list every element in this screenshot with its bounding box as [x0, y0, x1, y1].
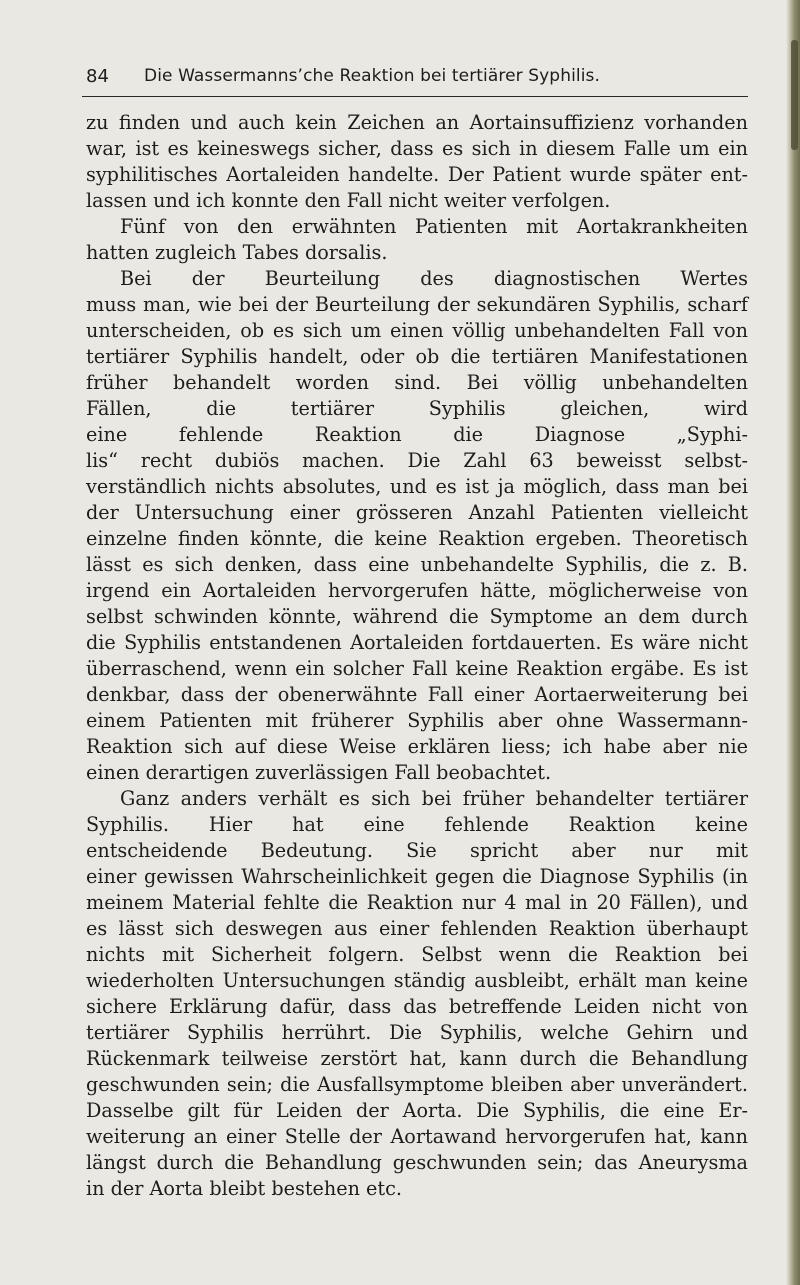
text-line: irgend ein Aortaleiden hervorgerufen hätte, möglicherweise von [86, 579, 748, 602]
page-header [86, 62, 746, 92]
text-line: tertiärer Syphilis herrührt. Die Syphilis, welche Gehirn und [86, 1021, 748, 1044]
text-line: Fällen, die tertiärer Syphilis gleichen, wird [86, 397, 748, 420]
text-line: weiterung an einer Stelle der Aortawand hervorgerufen hat, kann [86, 1125, 748, 1148]
text-line: selbst schwinden könnte, während die Symptome an dem durch [86, 605, 748, 628]
text-line: sichere Erklärung dafür, dass das betreffende Leiden nicht von [86, 995, 748, 1018]
page-edge-shadow [786, 0, 800, 1285]
text-line: lässt es sich denken, dass eine unbehandelte Syphilis, die z. B. [86, 553, 748, 576]
text-line: wiederholten Untersuchungen ständig ausbleibt, erhält man keine [86, 969, 748, 992]
page-number: 84 [86, 66, 109, 87]
text-line: hatten zugleich Tabes dorsalis. [86, 241, 388, 264]
header-rule [82, 96, 748, 97]
text-line: Fünf von den erwähnten Patienten mit Aortakrankheiten [120, 215, 748, 238]
text-line: lis“ recht dubiös machen. Die Zahl 63 beweisst selbst- [86, 449, 748, 472]
text-line: einem Patienten mit früherer Syphilis aber ohne Wassermann- [86, 709, 748, 732]
text-line: einen derartigen zuverlässigen Fall beobachtet. [86, 761, 552, 784]
text-line: Rückenmark teilweise zerstört hat, kann durch die Behandlung [86, 1047, 748, 1070]
text-line: lassen und ich konnte den Fall nicht weiter verfolgen. [86, 189, 611, 212]
text-line: Bei der Beurteilung des diagnostischen Wertes [120, 267, 748, 290]
text-line: geschwunden sein; die Ausfallsymptome bleiben aber unverändert. [86, 1073, 748, 1096]
text-line: war, ist es keineswegs sicher, dass es sich in diesem Falle um ein [86, 137, 748, 160]
text-line: eine fehlende Reaktion die Diagnose „Syphi- [86, 423, 748, 446]
running-head: Die Wassermanns’che Reaktion bei tertiärer Syphilis. [144, 66, 600, 86]
binding-mark [791, 40, 798, 150]
text-line: nichts mit Sicherheit folgern. Selbst wenn die Reaktion bei [86, 943, 748, 966]
text-line: die Syphilis entstandenen Aortaleiden fortdauerten. Es wäre nicht [86, 631, 748, 654]
body-text [86, 110, 748, 1202]
text-line: in der Aorta bleibt bestehen etc. [86, 1177, 402, 1200]
text-line: meinem Material fehlte die Reaktion nur 4 mal in 20 Fällen), und [86, 891, 748, 914]
text-line: muss man, wie bei der Beurteilung der sekundären Syphilis, scharf [86, 293, 748, 316]
text-line: einzelne finden könnte, die keine Reaktion ergeben. Theoretisch [86, 527, 748, 550]
text-line: syphilitisches Aortaleiden handelte. Der Patient wurde später ent- [86, 163, 748, 186]
text-line: tertiärer Syphilis handelt, oder ob die tertiären Manifestationen [86, 345, 748, 368]
text-line: verständlich nichts absolutes, und es ist ja möglich, dass man bei [86, 475, 748, 498]
text-line: der Untersuchung einer grösseren Anzahl Patienten vielleicht [86, 501, 748, 524]
text-line: früher behandelt worden sind. Bei völlig unbehandelten [86, 371, 748, 394]
text-line: denkbar, dass der obenerwähnte Fall einer Aortaerweiterung bei [86, 683, 748, 706]
text-line: Reaktion sich auf diese Weise erklären liess; ich habe aber nie [86, 735, 748, 758]
text-line: Dasselbe gilt für Leiden der Aorta. Die Syphilis, die eine Er- [86, 1099, 748, 1122]
text-line: überraschend, wenn ein solcher Fall keine Reaktion ergäbe. Es ist [86, 657, 748, 680]
text-line: längst durch die Behandlung geschwunden sein; das Aneurysma [86, 1151, 748, 1174]
text-line: unterscheiden, ob es sich um einen völlig unbehandelten Fall von [86, 319, 748, 342]
text-line: Syphilis. Hier hat eine fehlende Reaktion keine [86, 813, 748, 836]
text-line: zu finden und auch kein Zeichen an Aortainsuffizienz vorhanden [86, 111, 748, 134]
text-line: Ganz anders verhält es sich bei früher behandelter tertiärer [120, 787, 748, 810]
text-line: es lässt sich deswegen aus einer fehlenden Reaktion überhaupt [86, 917, 748, 940]
text-line: entscheidende Bedeutung. Sie spricht aber nur mit [86, 839, 748, 862]
text-line: einer gewissen Wahrscheinlichkeit gegen die Diagnose Syphilis (in [86, 865, 748, 888]
